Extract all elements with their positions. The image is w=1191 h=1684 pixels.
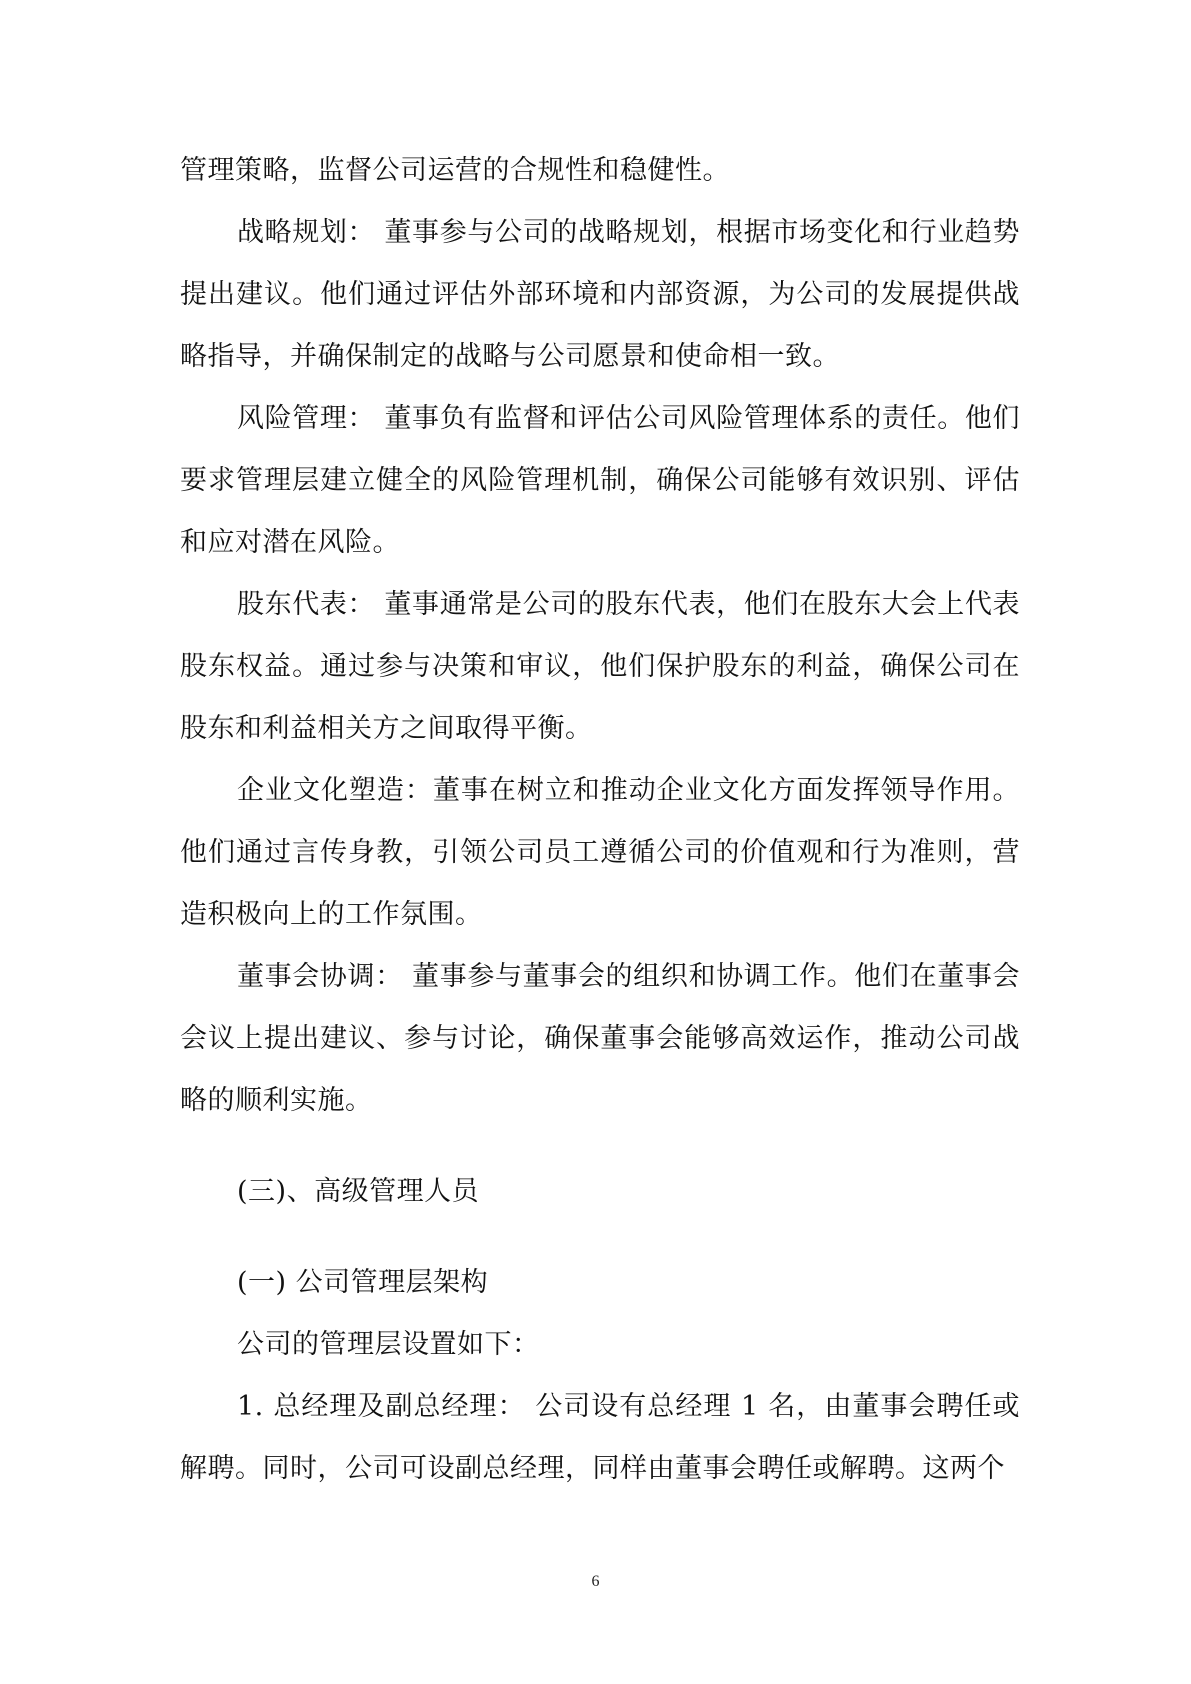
paragraph-shareholder-representative: 股东代表： 董事通常是公司的股东代表，他们在股东大会上代表股东权益。通过参与决策和审议，他们保护股东的利益，确保公司在股东和利益相关方之间取得平衡。: [180, 589, 1020, 744]
section-heading-senior-management: (三)、高级管理人员: [237, 1176, 480, 1207]
paragraph-strategic-planning: 战略规划： 董事参与公司的战略规划，根据市场变化和行业趋势提出建议。他们通过评估外部环境和内部资源，为公司的发展提供战略指导，并确保制定的战略与公司愿景和使命相一致。: [180, 217, 1020, 372]
paragraph-general-manager: 1. 总经理及副总经理： 公司设有总经理 1 名，由董事会聘任或解聘。同时，公司可设副总经理，同样由董事会聘任或解聘。这两个: [180, 1391, 1020, 1484]
paragraph-board-coordination: 董事会协调： 董事参与董事会的组织和协调工作。他们在董事会会议上提出建议、参与讨论，确保董事会能够高效运作，推动公司战略的顺利实施。: [180, 961, 1020, 1116]
paragraph-corporate-culture: 企业文化塑造：董事在树立和推动企业文化方面发挥领导作用。他们通过言传身教，引领公司员工遵循公司的价值观和行为准则，营造积极向上的工作氛围。: [180, 775, 1020, 930]
paragraph-management-setup: 公司的管理层设置如下：: [237, 1329, 540, 1360]
paragraph-continuation: 管理策略，监督公司运营的合规性和稳健性。: [180, 155, 730, 186]
paragraph-risk-management: 风险管理： 董事负有监督和评估公司风险管理体系的责任。他们要求管理层建立健全的风险管理机制，确保公司能够有效识别、评估和应对潜在风险。: [180, 403, 1020, 558]
page-body: [180, 140, 1020, 1500]
page-number: 6: [591, 1573, 600, 1590]
subsection-heading-management-structure: (一) 公司管理层架构: [237, 1267, 489, 1298]
